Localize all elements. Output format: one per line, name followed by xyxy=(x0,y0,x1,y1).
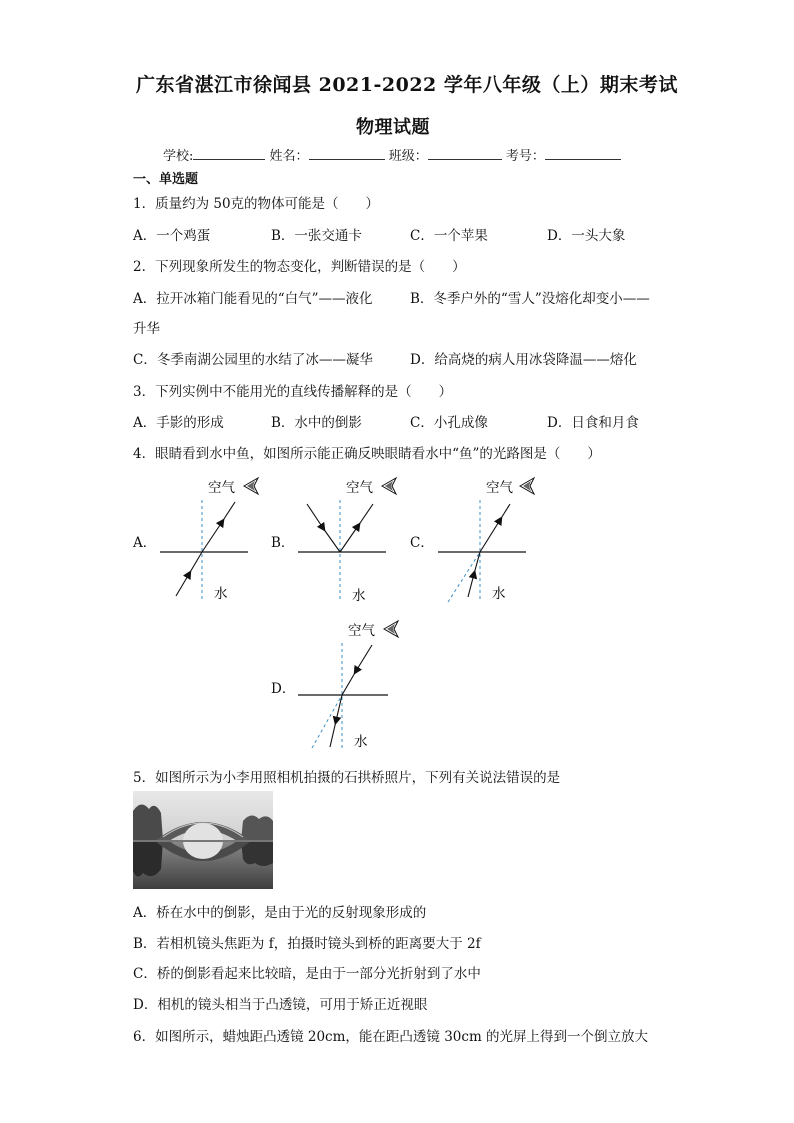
diagram-c-water-label: 水 xyxy=(492,586,506,602)
school-label: 学校: xyxy=(163,149,194,164)
name-label: 姓名： xyxy=(269,149,309,164)
class-label: 班级： xyxy=(388,149,428,164)
q1-option-b: B．一张交通卡 xyxy=(271,228,362,244)
question-6-stem: 6．如图所示，蜡烛距凸透镜 20cm，能在距凸透镜 30cm 的光屏上得到一个倒立放大 xyxy=(133,1029,649,1045)
q2-option-d: D．给高烧的病人用冰袋降温——熔化 xyxy=(410,352,637,368)
q2-option-c: C．冬季南湖公园里的水结了冰——凝华 xyxy=(133,352,373,368)
diagram-b xyxy=(298,472,408,607)
question-4-stem: 4．眼睛看到水中鱼，如图所示能正确反映眼睛看水中“鱼”的光路图是（ ） xyxy=(133,446,601,462)
q1-option-a: A．一个鸡蛋 xyxy=(133,228,211,244)
diagram-a-water-label: 水 xyxy=(214,586,228,602)
q2-option-a: A．拉开冰箱门能看见的“白气”——液化 xyxy=(133,291,373,307)
diagram-a-air-label: 空气 xyxy=(208,480,235,496)
q5-option-b: B．若相机镜头焦距为 f，拍摄时镜头到桥的距离要大于 2f xyxy=(133,936,481,952)
q3-option-b: B．水中的倒影 xyxy=(271,415,362,431)
diagram-d-water-label: 水 xyxy=(354,734,368,750)
page-subtitle: 物理试题 xyxy=(356,117,430,138)
diagram-c-air-label: 空气 xyxy=(486,480,513,496)
diagram-c-letter: C． xyxy=(410,535,434,551)
eye-icon xyxy=(244,478,258,494)
q1-option-c: C．一个苹果 xyxy=(410,228,488,244)
diagram-c xyxy=(438,472,548,607)
school-field[interactable] xyxy=(193,147,265,160)
q1-option-d: D．一头大象 xyxy=(547,228,626,244)
diagram-b-water-label: 水 xyxy=(352,588,366,604)
question-2-stem: 2．下列现象所发生的物态变化，判断错误的是（ ） xyxy=(133,259,466,275)
eye-icon xyxy=(382,478,396,494)
diagram-a-letter: A． xyxy=(133,535,157,551)
stone-bridge-photo xyxy=(133,791,273,889)
q3-option-a: A．手影的形成 xyxy=(133,415,224,431)
exam-number-label: 考号： xyxy=(505,149,545,164)
q5-option-d: D．相机的镜头相当于凸透镜，可用于矫正近视眼 xyxy=(133,997,428,1013)
question-1-stem: 1．质量约为 50克的物体可能是（ ） xyxy=(133,196,380,212)
diagram-b-air-label: 空气 xyxy=(346,480,373,496)
diagram-a xyxy=(160,472,270,607)
diagram-b-letter: B． xyxy=(271,535,295,551)
q5-option-c: C．桥的倒影看起来比较暗，是由于一部分光折射到了水中 xyxy=(133,966,481,982)
q3-option-d: D．日食和月食 xyxy=(547,415,639,431)
diagram-d xyxy=(298,615,408,755)
info-fields-row xyxy=(163,145,621,164)
section-heading: 一、单选题 xyxy=(133,172,199,187)
class-field[interactable] xyxy=(428,147,502,160)
page-title: 广东省湛江市徐闻县 2021-2022 学年八年级（上）期末考试 xyxy=(136,74,678,96)
question-3-stem: 3．下列实例中不能用光的直线传播解释的是（ ） xyxy=(133,384,453,400)
q3-option-c: C．小孔成像 xyxy=(410,415,488,431)
exam-number-field[interactable] xyxy=(545,147,621,160)
eye-icon xyxy=(384,621,398,637)
name-field[interactable] xyxy=(309,147,385,160)
diagram-d-letter: D． xyxy=(271,681,296,697)
question-5-stem: 5．如图所示为小李用照相机拍摄的石拱桥照片，下列有关说法错误的是 xyxy=(133,770,561,786)
q2-option-b: B．冬季户外的“雪人”没熔化却变小—— xyxy=(410,291,650,307)
diagram-d-air-label: 空气 xyxy=(348,623,375,639)
q2-option-b-cont: 升华 xyxy=(133,321,160,337)
q5-option-a: A．桥在水中的倒影，是由于光的反射现象形成的 xyxy=(133,905,427,921)
eye-icon xyxy=(520,478,534,494)
